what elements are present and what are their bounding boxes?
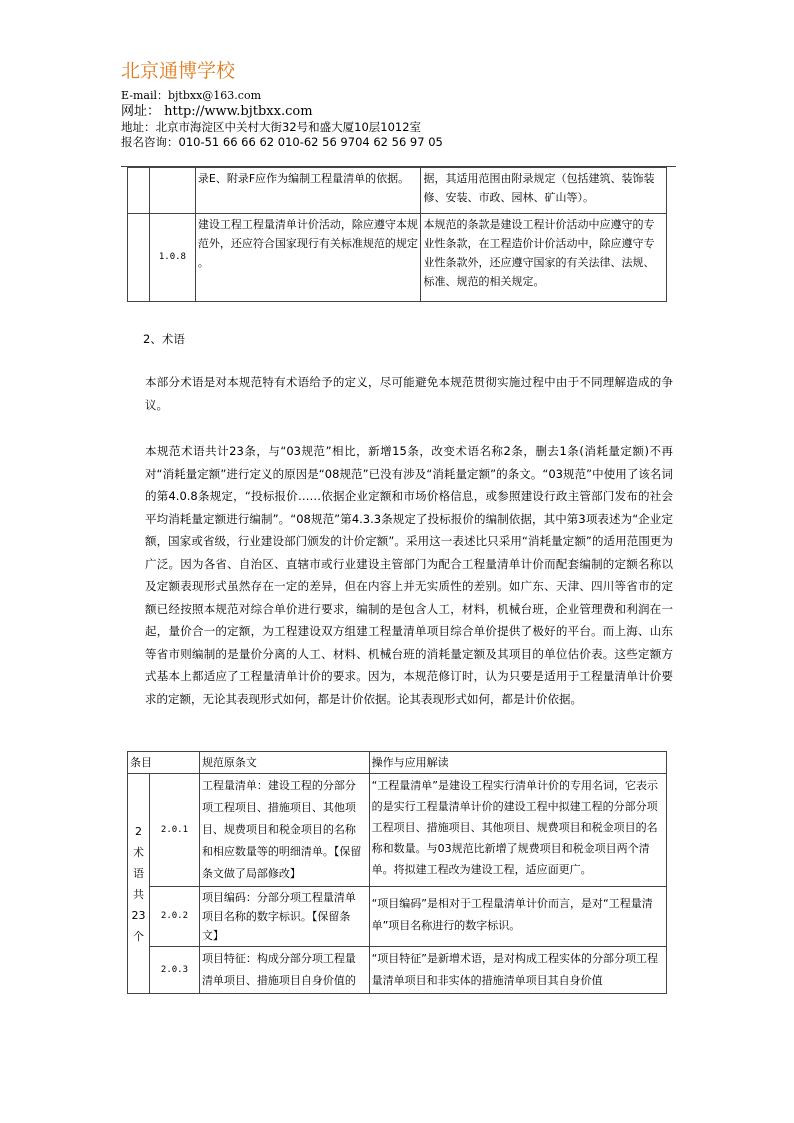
table-row [128, 887, 667, 947]
clause-text: 录E、附录F应作为编制工程量清单的依据。 [195, 168, 421, 214]
clause-interpretation: 据，其适用范围由附录规定（包括建筑、装饰装修、安装、市政、园林、矿山等）。 [421, 168, 667, 214]
clause-interpretation: 本规范的条款是建设工程计价活动中应遵守的专业性条款，在工程造价计价活动中，除应遵守专业性条款外，还应遵守国家的有关法律、法规、标准、规范的相关规定。 [421, 214, 667, 302]
clause-number: 2.0.1 [149, 774, 199, 887]
header-cell: 操作与应用解读 [369, 752, 666, 774]
clause-table-continued [127, 167, 667, 302]
paragraph [121, 371, 673, 416]
clause-text: 工程量清单：建设工程的分部分项工程项目、措施项目、其他项目、规费项目和税金项目的名称和相应数量等的明细清单。【保留条文做了局部修改】 [199, 774, 369, 887]
phone-line: 报名咨询：010-51 66 66 62 010-62 56 9704 62 56 97 05 [121, 135, 443, 149]
terms-table [127, 751, 667, 994]
section-heading: 2、术语 [143, 332, 185, 346]
chapter-cell: 2 术 语 共 23 个 [128, 774, 150, 994]
letterhead [121, 58, 681, 150]
table-row [128, 947, 667, 994]
table-header-row [128, 752, 667, 774]
clause-text: 项目编码：分部分项工程量清单项目名称的数字标识。【保留条文】 [199, 887, 369, 947]
clause-number: 2.0.3 [149, 947, 199, 994]
table-row [128, 214, 667, 302]
chapter-cell [128, 214, 150, 302]
table-row [128, 168, 667, 214]
school-name: 北京通博学校 [121, 60, 236, 82]
website-line: 网址： http://www.bjtbxx.com [121, 104, 313, 119]
paragraph [121, 440, 673, 710]
clause-interpretation: “项目编码”是相对于工程量清单计价而言，是对“工程量清单”项目名称进行的数字标识。 [369, 887, 666, 947]
address-line: 地址：北京市海淀区中关村大街32号和盛大厦10层1012室 [121, 120, 422, 134]
header-cell: 规范原条文 [199, 752, 369, 774]
paragraph-text: 本部分术语是对本规范特有术语给予的定义，尽可能避免本规范贯彻实施过程中由于不同理解造成的争议。 [145, 375, 673, 412]
clause-number: 1.0.8 [149, 214, 195, 302]
chapter-cell [128, 168, 150, 214]
clause-text: 建设工程工程量清单计价活动，除应遵守本规范外，还应符合国家现行有关标准规范的规定 。 [195, 214, 421, 302]
clause-text: 项目特征：构成分部分项工程量清单项目、措施项目自身价值的 [199, 947, 369, 994]
header-cell: 条目 [128, 752, 200, 774]
table-row [128, 774, 667, 887]
clause-number: 2.0.2 [149, 887, 199, 947]
clause-interpretation: “工程量清单”是建设工程实行清单计价的专用名词，它表示的是实行工程量清单计价的建设工程中拟建工程的分部分项工程项目、措施项目、其他项目、规费项目和税金项目的名称和数量。与03规范比新增了规费项目和税金项目两个清单。将拟建工程改为建设工程，适应面更广。 [369, 774, 666, 887]
paragraph-text: 本规范术语共计23条，与“03规范”相比，新增15条，改变术语名称2条，删去1条(消耗量定额)不再对“消耗量定额”进行定义的原因是“08规范”已没有涉及“消耗量定额”的条文。“03规范”中使用了该名词的第4.0.8条规定，“投标报价……依据企业定额和市场价格信息，或参照建设行政主管部门发布的社会平均消耗量定额进行编制”。“08规范”第4.3.3条规定了投标报价的编制依据，其中第3项表述为“企业定额，国家或省级，行业建设部门颁发的计价定额”。采用这一表述比只采用“消耗量定额”的适用范围更为广泛。因为各省、自治区、直辖市或行业建设主管部门为配合工程量清单计价而配套编制的定额名称以及定额表现形式虽然存在一定的差异，但在内容上并无实质性的差别。如广东、天津、四川等省市的定额已经按照本规范对综合单价进行要求，编制的是包含人工，材料，机械台班，企业管理费和利润在一起，量价合一的定额，为工程建设双方组建工程量清单项目综合单价提供了极好的平台。而上海、山东等省市则编制的是量价分离的人工、材料、机械台班的消耗量定额及其项目的单位估价表。这些定额方式基本上都适应了工程量清单计价的要求。因为，本规范修订时，认为只要是适用于工程量清单计价要求的定额，无论其表现形式如何，都是计价依据。论其表现形式如何，都是计价依据。 [145, 444, 673, 706]
email-line: E-mail：bjtbxx@163.com [121, 89, 262, 102]
clause-interpretation: “项目特征”是新增术语，是对构成工程实体的分部分项工程量清单项目和非实体的措施清单项目其自身价值 [369, 947, 666, 994]
clause-number [149, 168, 195, 214]
